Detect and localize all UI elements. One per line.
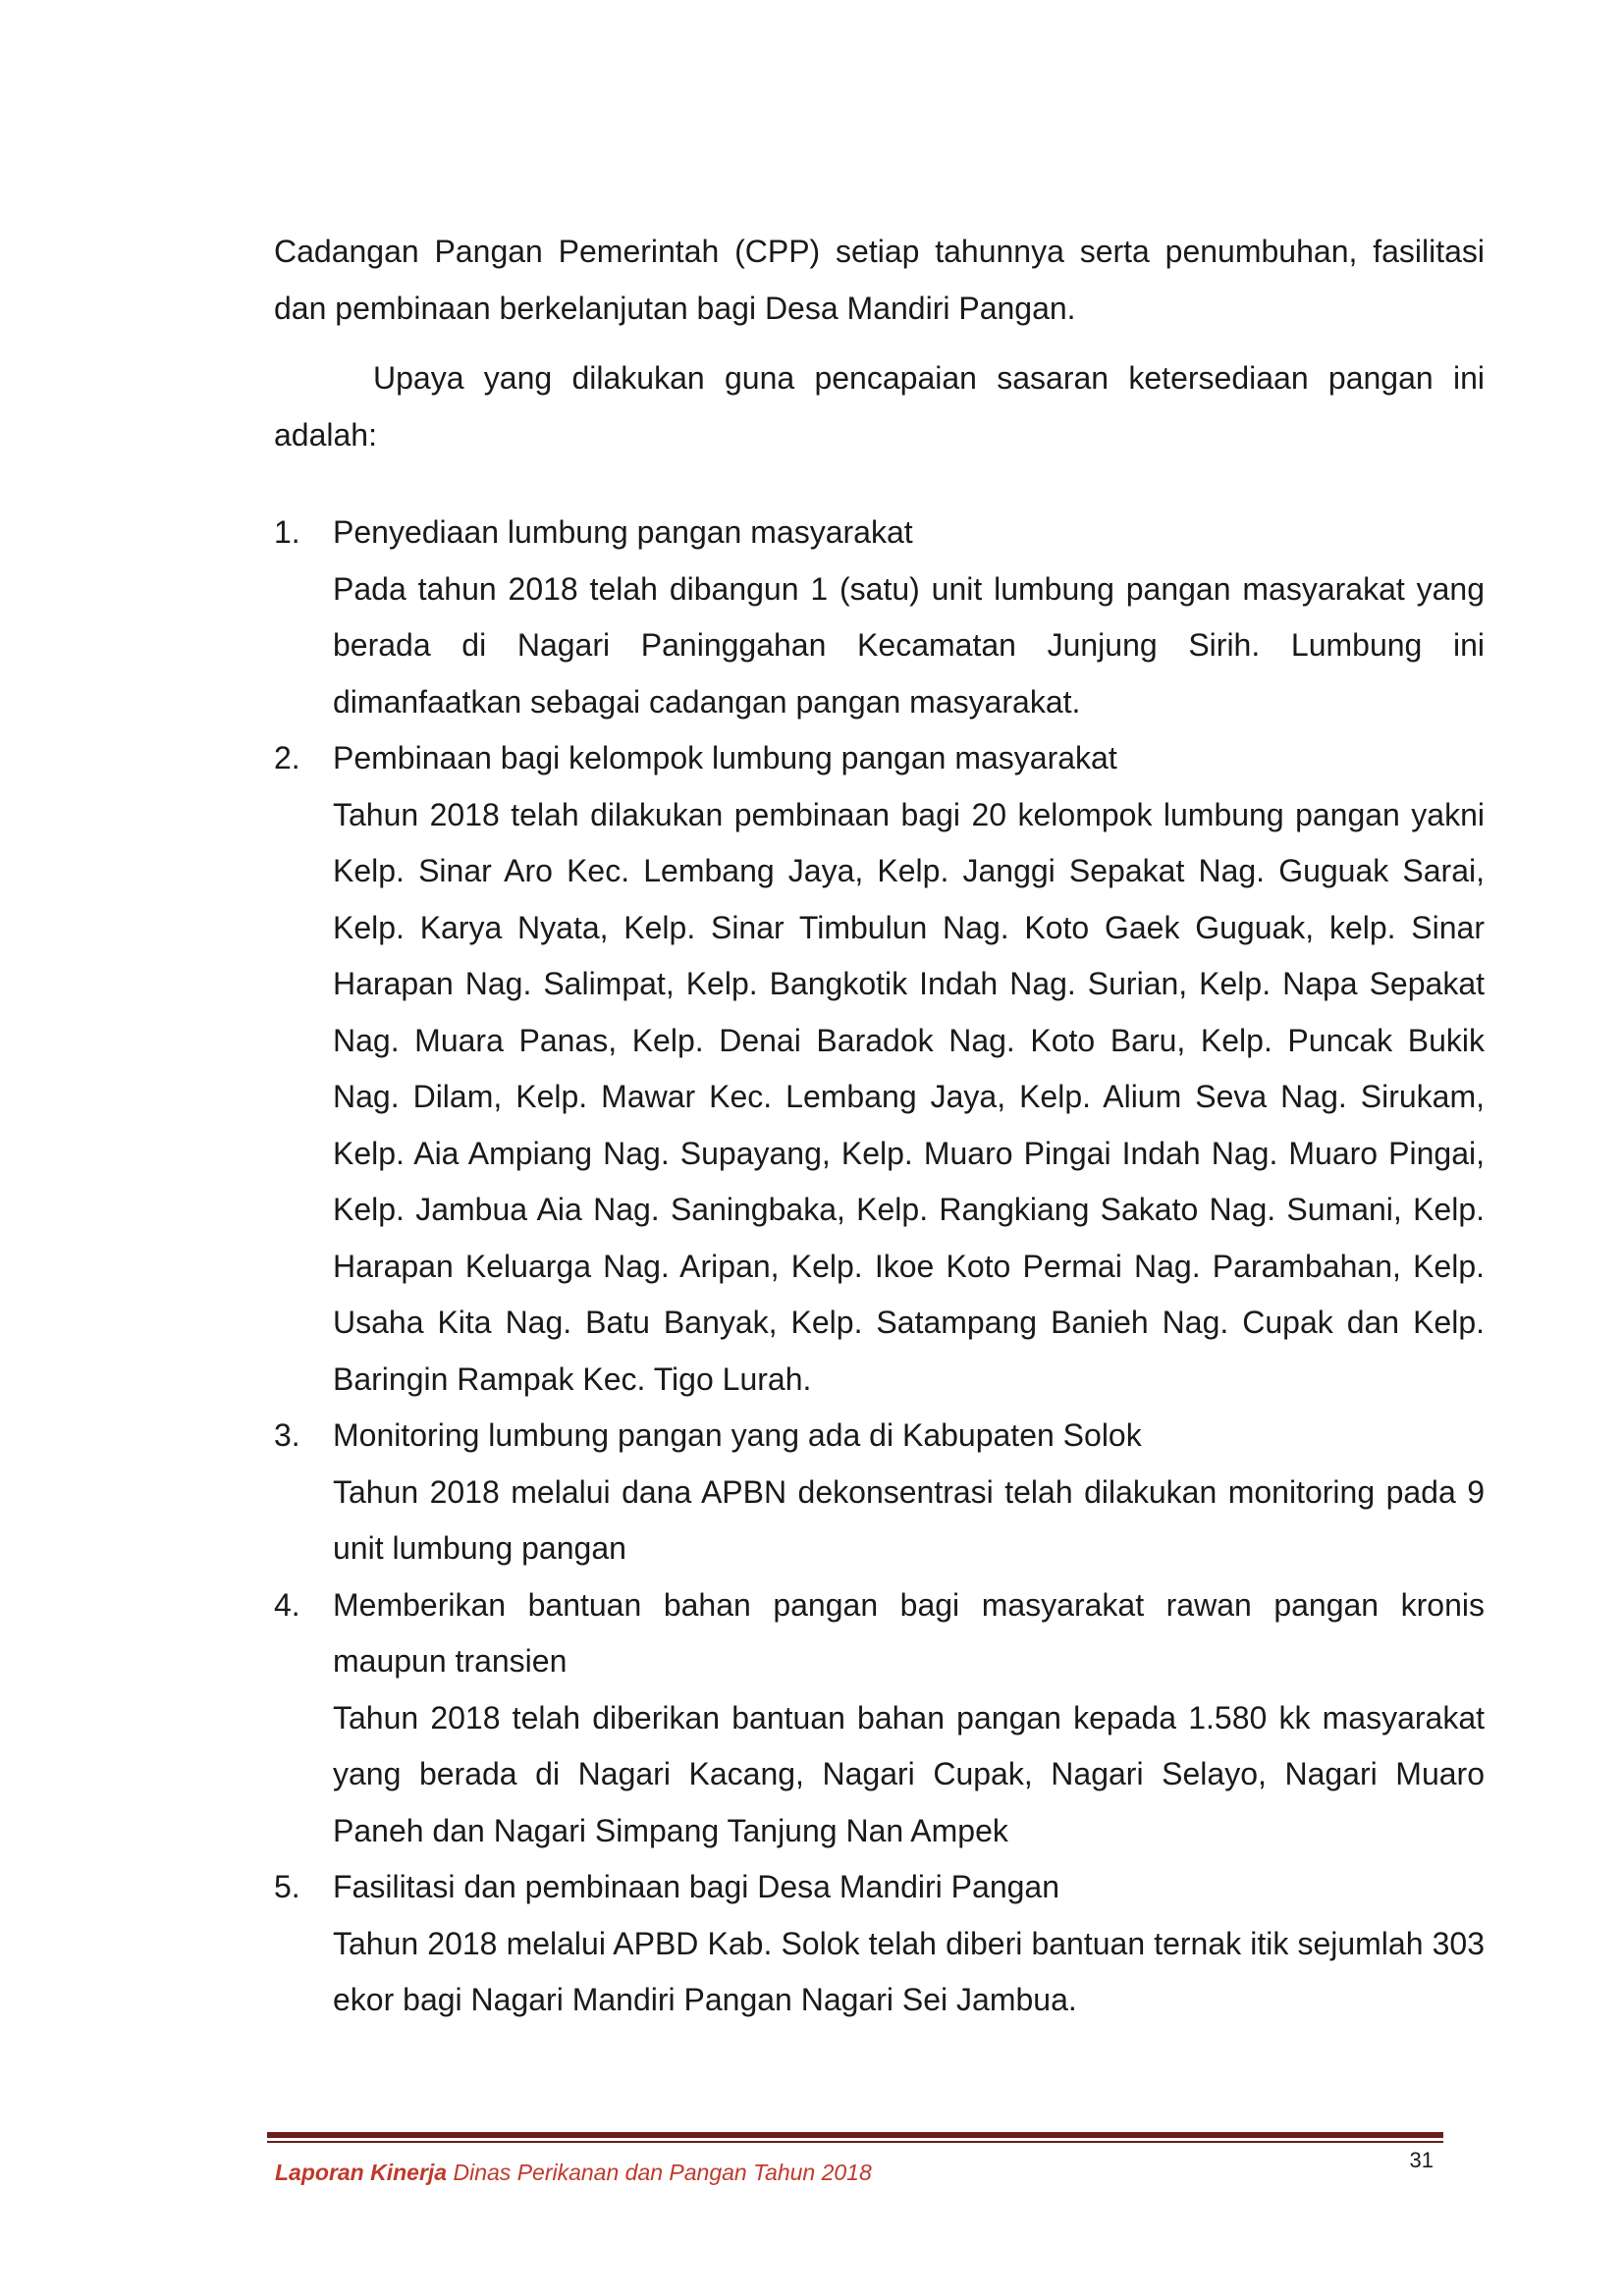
list-item-heading: Fasilitasi dan pembinaan bagi Desa Mandiri Pangan (333, 1869, 1059, 1904)
list-number: 4. (274, 1586, 300, 1623)
lead-paragraph: Upaya yang dilakukan guna pencapaian sasaran ketersediaan pangan ini adalah: (274, 360, 1485, 453)
list-number: 3. (274, 1417, 300, 1453)
list-item (274, 1408, 1485, 1577)
list-item-body: Tahun 2018 melalui dana APBN dekonsentrasi telah dilakukan monitoring pada 9 unit lumbung pangan (333, 1473, 1485, 1566)
list-number: 2. (274, 740, 300, 775)
list-item (274, 505, 1485, 730)
footer-rule-thin (267, 2141, 1443, 2143)
footer-title (275, 2160, 872, 2186)
footer-title-strong: Laporan Kinerja (275, 2160, 448, 2185)
list-item (274, 1577, 1485, 1860)
list-item-heading: Monitoring lumbung pangan yang ada di Kabupaten Solok (333, 1417, 1142, 1453)
list-item-body: Pada tahun 2018 telah dibangun 1 (satu) unit lumbung pangan masyarakat yang berada di Nagari Paninggahan Kecamatan Junjung Sirih. Lumbung ini dimanfaatkan sebagai cadangan pangan masyarakat. (333, 570, 1485, 720)
page-body (274, 224, 1485, 2029)
numbered-list (274, 505, 1485, 2029)
list-item-body: Tahun 2018 telah dilakukan pembinaan bagi 20 kelompok lumbung pangan yakni Kelp. Sinar Aro Kec. Lembang Jaya, Kelp. Janggi Sepakat Nag. Guguak Sarai, Kelp. Karya Nyata, Kelp. Sinar Timbulun Nag. Koto Gaek Guguak, kelp. Sinar Harapan Nag. Salimpat, Kelp. Bangkotik Indah Nag. Surian, Kelp. Napa Sepakat Nag. Muara Panas, Kelp. Denai Baradok Nag. Koto Baru, Kelp. Puncak Bukik Nag. Dilam, Kelp. Mawar Kec. Lembang Jaya, Kelp. Alium Seva Nag. Sirukam, Kelp. Aia Ampiang Nag. Supayang, Kelp. Muaro Pingai Indah Nag. Muaro Pingai, Kelp. Jambua Aia Nag. Saningbaka, Kelp. Rangkiang Sakato Nag. Sumani, Kelp. Harapan Keluarga Nag. Aripan, Kelp. Ikoe Koto Permai Nag. Parambahan, Kelp. Usaha Kita Nag. Batu Banyak, Kelp. Satampang Banieh Nag. Cupak dan Kelp. Baringin Rampak Kec. Tigo Lurah. (333, 796, 1485, 1397)
list-item-heading: Penyediaan lumbung pangan masyarakat (333, 514, 913, 550)
list-number: 5. (274, 1869, 300, 1904)
page-footer (267, 2132, 1443, 2191)
list-item (274, 730, 1485, 1408)
list-item-body: Tahun 2018 telah diberikan bantuan bahan pangan kepada 1.580 kk masyarakat yang berada di Nagari Kacang, Nagari Cupak, Nagari Selayo, Nagari Muaro Paneh dan Nagari Simpang Tanjung Nan Ampek (333, 1699, 1485, 1848)
list-number: 1. (274, 514, 300, 550)
page-number: 31 (1409, 2148, 1434, 2172)
list-item-body: Tahun 2018 melalui APBD Kab. Solok telah diberi bantuan ternak itik sejumlah 303 ekor bagi Nagari Mandiri Pangan Nagari Sei Jambua. (333, 1925, 1485, 2017)
list-item (274, 1859, 1485, 2029)
list-item-heading: Memberikan bantuan bahan pangan bagi masyarakat rawan pangan kronis maupun transien (333, 1586, 1485, 1679)
footer-title-rest: Dinas Perikanan dan Pangan Tahun 2018 (447, 2160, 872, 2185)
footer-rule-thick (267, 2132, 1443, 2138)
list-item-heading: Pembinaan bagi kelompok lumbung pangan masyarakat (333, 740, 1117, 775)
intro-paragraph: Cadangan Pangan Pemerintah (CPP) setiap tahunnya serta penumbuhan, fasilitasi dan pembinaan berkelanjutan bagi Desa Mandiri Pangan. (274, 234, 1485, 326)
